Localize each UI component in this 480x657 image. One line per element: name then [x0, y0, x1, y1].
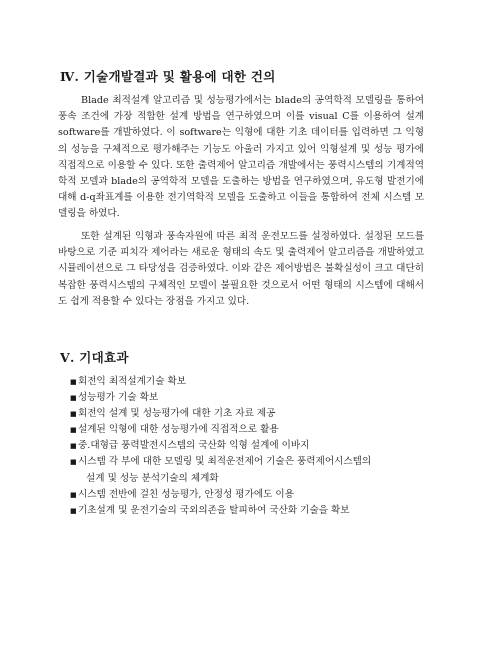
list-item [70, 487, 430, 503]
section-4-paragraph-1: Blade 최적설계 알고리즘 및 성능평가에서는 blade의 공역학적 모델링을 통하여 풍속 조건에 가장 적합한 설계 방법을 연구하였으며 이를 visual C를 이용하여 설계 software를 개발하였다. 이 software는 익형에 대한 기초 데이터를 입력하면 그 익형의 성능을 구체적으로 평가해주는 기능도 아울러 가지고 있어 익형설계 및 성능 평가에 직접적으로 이용할 수 있다. 또한 출력제어 알고리즘 개발에서는 풍력시스템의 기계적역학적 모델과 blade의 공역학적 모델을 도출하는 방법을 연구하였으며, 유도형 발전기에 대해 d-q좌표계를 이용한 전기역학적 모델을 도출하고 이들을 통합하여 전체 시스템 모델링을 하였다. [58, 95, 424, 220]
list-item-text: 성능평가 기술 확보 [78, 392, 159, 404]
list-item-continuation: 설계 및 성능 분석기술의 체계화 [86, 472, 219, 484]
list-item [70, 374, 430, 390]
square-bullet-icon: ■ [70, 506, 77, 515]
list-item-text: 시스템 각 부에 대한 모델링 및 최적운전제어 기술은 풍력제어시스템의 [78, 456, 372, 468]
square-bullet-icon: ■ [70, 442, 77, 451]
expected-effects-list [70, 374, 430, 519]
list-item-text: 회전익 설계 및 성능평가에 대한 기초 자료 제공 [78, 408, 276, 420]
list-item [70, 390, 430, 406]
square-bullet-icon: ■ [70, 426, 77, 435]
list-item-text: 중.대형급 풍력발전시스템의 국산화 익형 설계에 이바지 [78, 440, 310, 452]
square-bullet-icon: ■ [70, 410, 77, 419]
square-bullet-icon: ■ [70, 490, 77, 499]
list-item [70, 438, 430, 454]
square-bullet-icon: ■ [70, 458, 77, 467]
list-item-text: 기초설계 및 운전기술의 국외의존을 탈피하여 국산화 기술을 확보 [78, 504, 350, 516]
list-item [70, 454, 430, 486]
list-item-text: 설계된 익형에 대한 성능평가에 직접적으로 활용 [78, 424, 279, 436]
list-item-text: 시스템 전반에 걸친 성능평가, 안정성 평가에도 이용 [78, 488, 294, 500]
list-item-text: 회전익 최적설계기술 확보 [78, 376, 187, 387]
section-4-paragraph-2: 또한 설계된 익형과 풍속자원에 따른 최적 운전모드를 설정하였다. 설정된 모드를 바탕으로 기준 피치각 제어라는 새로운 형태의 속도 및 출력제어 알고리즘을 개발하였고 시뮬레이션으로 그 타당성을 검증하였다. 이와 같은 제어방법은 불확실성이 크고 대단히 복잡한 풍력시스템의 구체적인 모델이 불필요한 것으로서 어떤 형태의 시스템에 대해서도 쉽게 적용할 수 있다는 장점을 가지고 있다. [58, 231, 424, 307]
section-5-heading: Ⅴ. 기대효과 [60, 350, 129, 365]
square-bullet-icon: ■ [70, 378, 77, 386]
list-item [70, 422, 430, 438]
square-bullet-icon: ■ [70, 394, 77, 403]
section-4-heading: Ⅳ. 기술개발결과 및 활용에 대한 건의 [60, 69, 276, 84]
list-item [70, 406, 430, 422]
list-item [70, 503, 430, 519]
